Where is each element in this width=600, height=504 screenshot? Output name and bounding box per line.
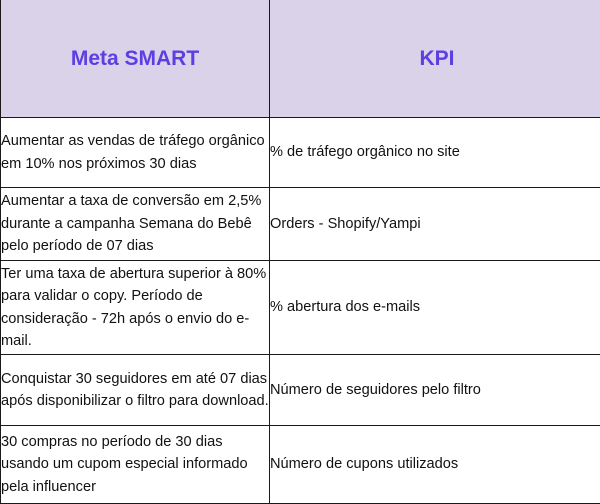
- table-row: [1, 118, 600, 188]
- table-row: [1, 426, 600, 504]
- kpi-cell: Orders - Shopify/Yampi: [270, 188, 600, 261]
- header-kpi: KPI: [270, 0, 600, 118]
- goal-cell: Ter uma taxa de abertura superior à 80% para validar o copy. Período de consideração - 72h após o envio do e-mail.: [1, 261, 270, 355]
- goal-cell: 30 compras no período de 30 dias usando um cupom especial informado pela influencer: [1, 426, 270, 504]
- kpi-cell: Número de seguidores pelo filtro: [270, 355, 600, 426]
- table-row: [1, 355, 600, 426]
- goal-cell: Aumentar a taxa de conversão em 2,5% durante a campanha Semana do Bebê pelo período de 07 dias: [1, 188, 270, 261]
- kpi-cell: Número de cupons utilizados: [270, 426, 600, 504]
- goal-cell: Aumentar as vendas de tráfego orgânico em 10% nos próximos 30 dias: [1, 118, 270, 188]
- kpi-cell: % abertura dos e-mails: [270, 261, 600, 355]
- table-row: [1, 188, 600, 261]
- header-meta-smart: Meta SMART: [1, 0, 270, 118]
- table-header-row: [1, 0, 600, 118]
- kpi-cell: % de tráfego orgânico no site: [270, 118, 600, 188]
- goal-cell: Conquistar 30 seguidores em até 07 dias após disponibilizar o filtro para download.: [1, 355, 270, 426]
- table-row: [1, 261, 600, 355]
